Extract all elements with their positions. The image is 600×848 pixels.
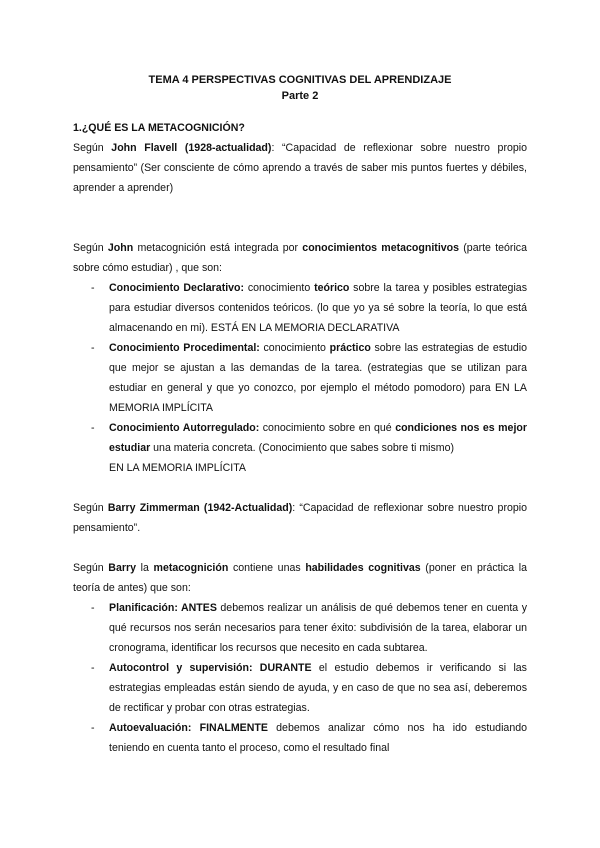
bullet-dash: -	[91, 662, 95, 674]
list-item-procedimental: - Conocimiento Procedimental: conocimiento práctico sobre las estrategias de estudio que mejor se ajustan a las demandas de la tarea. (estrategias que se utilizan para estudiar en general y que yo conozco, por ejemplo el método pomodoro) para EN LA MEMORIA IMPLÍCITA	[73, 338, 527, 418]
bullet-dash: -	[91, 722, 95, 734]
author-flavell: John Flavell (1928-actualidad)	[111, 142, 272, 154]
list-item-autoevaluacion: - Autoevaluación: FINALMENTE debemos analizar cómo nos ha ido estudiando teniendo en cuenta tanto el proceso, como el resultado final	[73, 718, 527, 758]
list-item-autorregulado: - Conocimiento Autorregulado: conocimiento sobre en qué condiciones nos es mejor estudiar una materia concreta. (Conocimiento que sabes sobre ti mismo) EN LA MEMORIA IMPLÍCITA	[73, 418, 527, 478]
term-conocimientos: conocimientos metacognitivos	[302, 242, 460, 254]
barry-paragraph: Según Barry la metacognición contiene unas habilidades cognitivas (poner en práctica la teoría de antes) que son:	[73, 562, 528, 594]
section-heading-text: 1.¿QUÉ ES LA METACOGNICIÓN?	[73, 122, 245, 134]
bullet-dash: -	[91, 342, 95, 354]
name-barry: Barry	[108, 562, 136, 574]
conocimientos-list	[73, 278, 527, 478]
document-title	[60, 72, 540, 104]
list-item-planificacion: - Planificación: ANTES debemos realizar un análisis de qué debemos tener en cuenta y qué recursos nos serán necesarios para tener éxito: subdivisión de la tarea, elaborar un cronograma, identificar los recursos que necesito en cada subtarea.	[73, 598, 527, 658]
list-item-declarativo: - Conocimiento Declarativo: conocimiento teórico sobre la tarea y posibles estrategias para estudiar diversos contenidos teóricos. (lo que yo ya sé sobre la teoría, lo que está almacenando en mi). ESTÁ EN LA MEMORIA DECLARATIVA	[73, 278, 527, 338]
flavell-definition: Según John Flavell (1928-actualidad): “Capacidad de reflexionar sobre nuestro propio pensamiento” (Ser consciente de cómo aprendo a través de saber mis puntos fuertes y débiles, aprender a aprender)	[73, 142, 528, 194]
document-body	[73, 118, 527, 758]
author-zimmerman: Barry Zimmerman (1942-Actualidad)	[107, 502, 293, 514]
zimmerman-definition: Según Barry Zimmerman (1942-Actualidad): “Capacidad de reflexionar sobre nuestro propio pensamiento”.	[73, 502, 528, 534]
john-paragraph: Según John metacognición está integrada por conocimientos metacognitivos (parte teórica sobre cómo estudiar) , que son:	[73, 242, 527, 274]
name-john: John	[107, 242, 134, 254]
title-line-1: TEMA 4 PERSPECTIVAS COGNITIVAS DEL APRENDIZAJE	[148, 74, 452, 86]
section-heading	[73, 118, 527, 138]
habilidades-list	[73, 598, 527, 758]
bullet-dash: -	[91, 422, 95, 434]
bullet-dash: -	[91, 282, 95, 294]
title-line-2: Parte 2	[281, 90, 319, 102]
list-item-autocontrol: - Autocontrol y supervisión: DURANTE el estudio debemos ir verificando si las estrategias empleadas están siendo de ayuda, y en caso de que no sea así, deberemos de rectificar y probar con otras estrategias.	[73, 658, 527, 718]
bullet-dash: -	[91, 602, 95, 614]
